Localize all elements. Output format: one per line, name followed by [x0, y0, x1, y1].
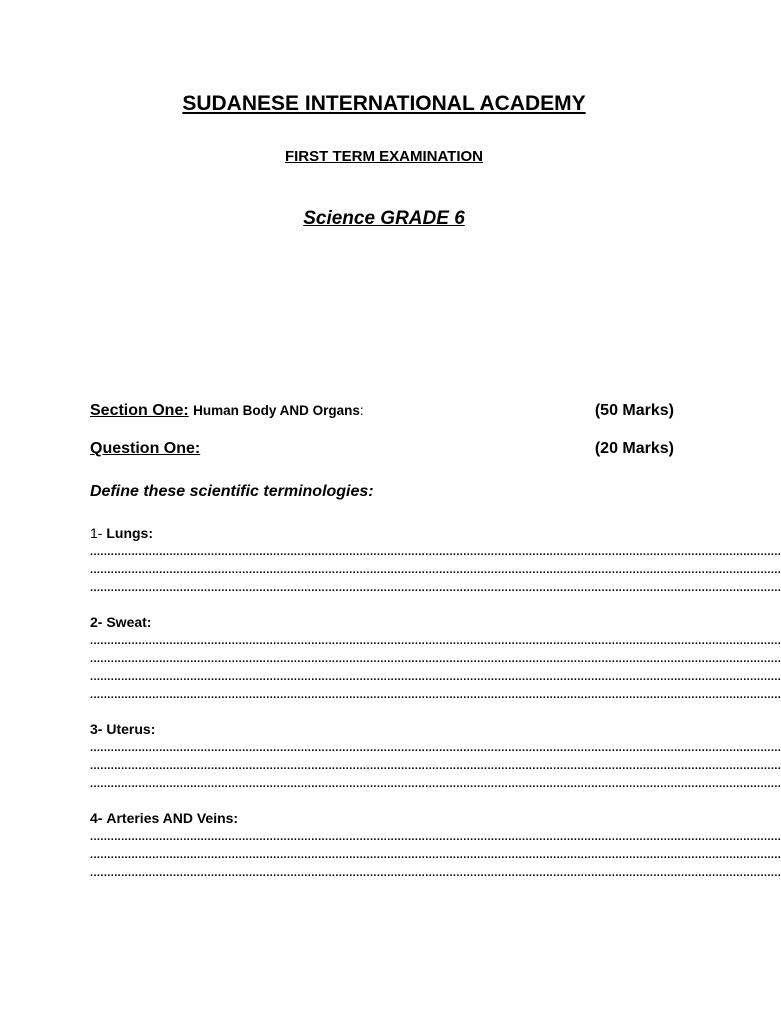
term-label	[90, 524, 680, 542]
term-number: 2-	[90, 614, 103, 630]
answer-line[interactable]: ........................................................................................................................................................................................................	[90, 760, 781, 772]
term-label	[90, 720, 680, 738]
exam-title: FIRST TERM EXAMINATION	[284, 148, 484, 165]
term-lungs	[90, 524, 781, 598]
answer-line[interactable]: ........................................................................................................................................................................................................	[90, 653, 781, 665]
term-sweat	[90, 613, 781, 705]
answer-line[interactable]: ........................................................................................................................................................................................................	[90, 742, 781, 754]
section-header	[90, 402, 674, 420]
answer-line[interactable]: ........................................................................................................................................................................................................	[90, 671, 781, 683]
answer-line[interactable]: ........................................................................................................................................................................................................	[90, 635, 781, 647]
answer-line[interactable]: ........................................................................................................................................................................................................	[90, 778, 781, 790]
term-uterus	[90, 720, 781, 794]
subject-title: Science GRADE 6	[303, 208, 465, 229]
school-title: SUDANESE INTERNATIONAL ACADEMY	[182, 92, 586, 115]
section-colon: :	[359, 403, 364, 418]
term-name: Lungs:	[106, 525, 153, 541]
term-name: Uterus:	[106, 721, 156, 737]
answer-line[interactable]: ........................................................................................................................................................................................................	[90, 564, 781, 576]
section-heading	[90, 402, 364, 420]
section-marks: (50 Marks)	[594, 402, 674, 419]
section-topic: Human Body AND Organs	[193, 403, 360, 418]
answer-line[interactable]: ........................................................................................................................................................................................................	[90, 831, 781, 843]
question-marks: (20 Marks)	[594, 440, 674, 457]
answer-line[interactable]: ........................................................................................................................................................................................................	[90, 867, 781, 879]
question-label: Question One:	[90, 440, 201, 457]
term-label	[90, 809, 680, 827]
term-number: 4-	[90, 810, 103, 826]
answer-line[interactable]: ........................................................................................................................................................................................................	[90, 582, 781, 594]
term-label	[90, 613, 680, 631]
answer-line[interactable]: ........................................................................................................................................................................................................	[90, 689, 781, 701]
term-number: 1-	[90, 525, 103, 541]
answer-line[interactable]: ........................................................................................................................................................................................................	[90, 849, 781, 861]
term-name: Sweat:	[106, 614, 152, 630]
term-name: Arteries AND Veins:	[106, 810, 239, 826]
term-number: 3-	[90, 721, 103, 737]
question-header	[90, 440, 674, 458]
instruction-text: Define these scientific terminologies:	[90, 483, 374, 500]
section-label: Section One:	[90, 402, 189, 419]
term-arteries-veins	[90, 809, 781, 883]
answer-line[interactable]: ........................................................................................................................................................................................................	[90, 546, 781, 558]
